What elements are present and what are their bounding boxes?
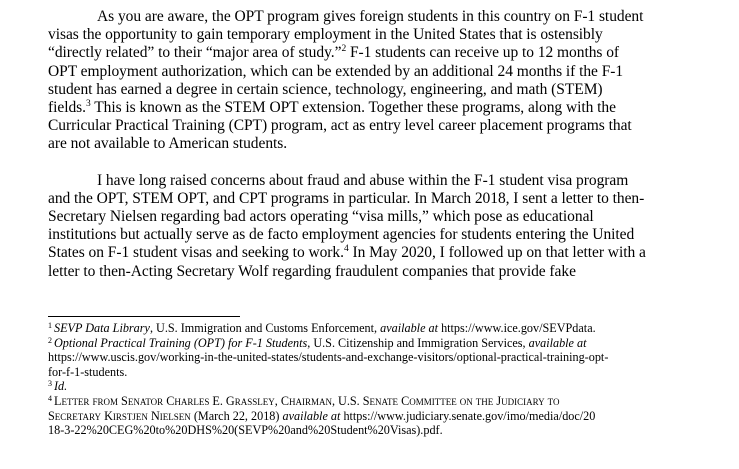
footnote-text: , U.S. Immigration and Customs Enforcement, [149,321,381,335]
footnote-number: 3 [48,379,52,389]
footnote-number: 4 [48,393,52,403]
text-line: Curricular Practical Training (CPT) program, act as entry level career placement programs that [48,117,632,135]
footnote-ref-2[interactable]: 2 [341,44,347,55]
text-line: student has earned a degree in certain science, technology, engineering, and math (STEM) [48,80,603,98]
footnote-number: 1 [48,321,52,330]
text-segment: “directly related” to their “major area of study.” [48,44,342,62]
footnote-number: 2 [48,335,52,345]
footnote-2 [48,336,708,380]
text-line: visas the opportunity to gain temporary employment in the United States that is ostensibly [48,26,603,44]
text-line: letter to then-Acting Secretary Wolf regarding fraudulent companies that provide fake [48,262,576,280]
footnote-link[interactable]: https://www.ice.gov/SEVPdata. [438,321,596,335]
footnote-1 [48,321,708,336]
text-line: and the OPT, STEM OPT, and CPT programs in particular. In March 2018, I sent a letter to then- [48,189,645,207]
footnote-italic: available at [282,408,341,423]
footnote-line [48,409,708,424]
text-segment: States on F-1 student visas and seeking to work. [48,244,344,262]
paragraph-opt-program [48,8,688,154]
text-segment: F-1 students can receive up to 12 months of [346,44,620,62]
text-line: OPT employment authorization, which can be extended by an additional 24 months if the F-1 [48,62,624,80]
footnote-3 [48,379,708,394]
footnote-ref-3[interactable]: 3 [85,99,91,110]
footnote-ref-4[interactable]: 4 [343,244,349,255]
footnote-text: , U.S. Citizenship and Immigration Services, [307,335,529,350]
text-segment: This is known as the STEM OPT extension. Together these programs, along with the [90,99,616,117]
paragraph-fraud-concerns [48,172,688,281]
footnote-link[interactable]: https://www.uscis.gov/working-in-the-united-states/students-and-exchange-visitors/optional-practical-training-opt- [48,350,609,365]
footnote-link[interactable]: 18-3-22%20CEG%20to%20DHS%20(SEVP%20and%20Student%20Visas).pdf. [48,423,443,438]
text-line: As you are aware, the OPT program gives foreign students in this country on F-1 student [97,8,644,25]
text-line [48,244,688,262]
footnote-divider [48,316,240,317]
footnote-title: Id. [54,379,68,394]
text-segment: fields. [48,99,86,117]
footnote-title: Letter from Senator Charles E. Grassley, Chairman, U.S. Senate Committee on the Judiciary to [54,393,560,408]
footnote-line [48,379,708,394]
footnote-4 [48,394,708,438]
footnote-text: (March 22, 2018) [190,408,283,423]
footnote-title: Optional Practical Training (OPT) for F-1 Students [54,335,308,350]
footnote-line [48,394,708,409]
text-line: Secretary Nielsen regarding bad actors operating “visa mills,” which pose as educational [48,208,594,226]
document-body [48,8,688,281]
text-line [48,44,688,62]
text-segment: In May 2020, I followed up on that letter with a [348,244,646,262]
text-line [48,99,688,117]
text-line: are not available to American students. [48,135,288,153]
footnote-title: SEVP Data Library [54,321,150,335]
footnotes [48,321,708,438]
text-line: institutions but actually serve as de facto employment agencies for students entering the United [48,226,635,244]
text-line: I have long raised concerns about fraud and abuse within the F-1 student visa program [97,171,629,189]
footnote-line [48,336,708,351]
footnote-link[interactable]: for-f-1-students. [48,364,128,379]
footnote-italic: available at [528,335,587,350]
footnote-link[interactable]: https://www.judiciary.senate.gov/imo/media/doc/20 [340,408,596,423]
footnote-italic: available at [380,321,439,335]
footnote-title: Secretary Kirstjen Nielsen [48,408,191,423]
footnote-line [48,321,708,336]
